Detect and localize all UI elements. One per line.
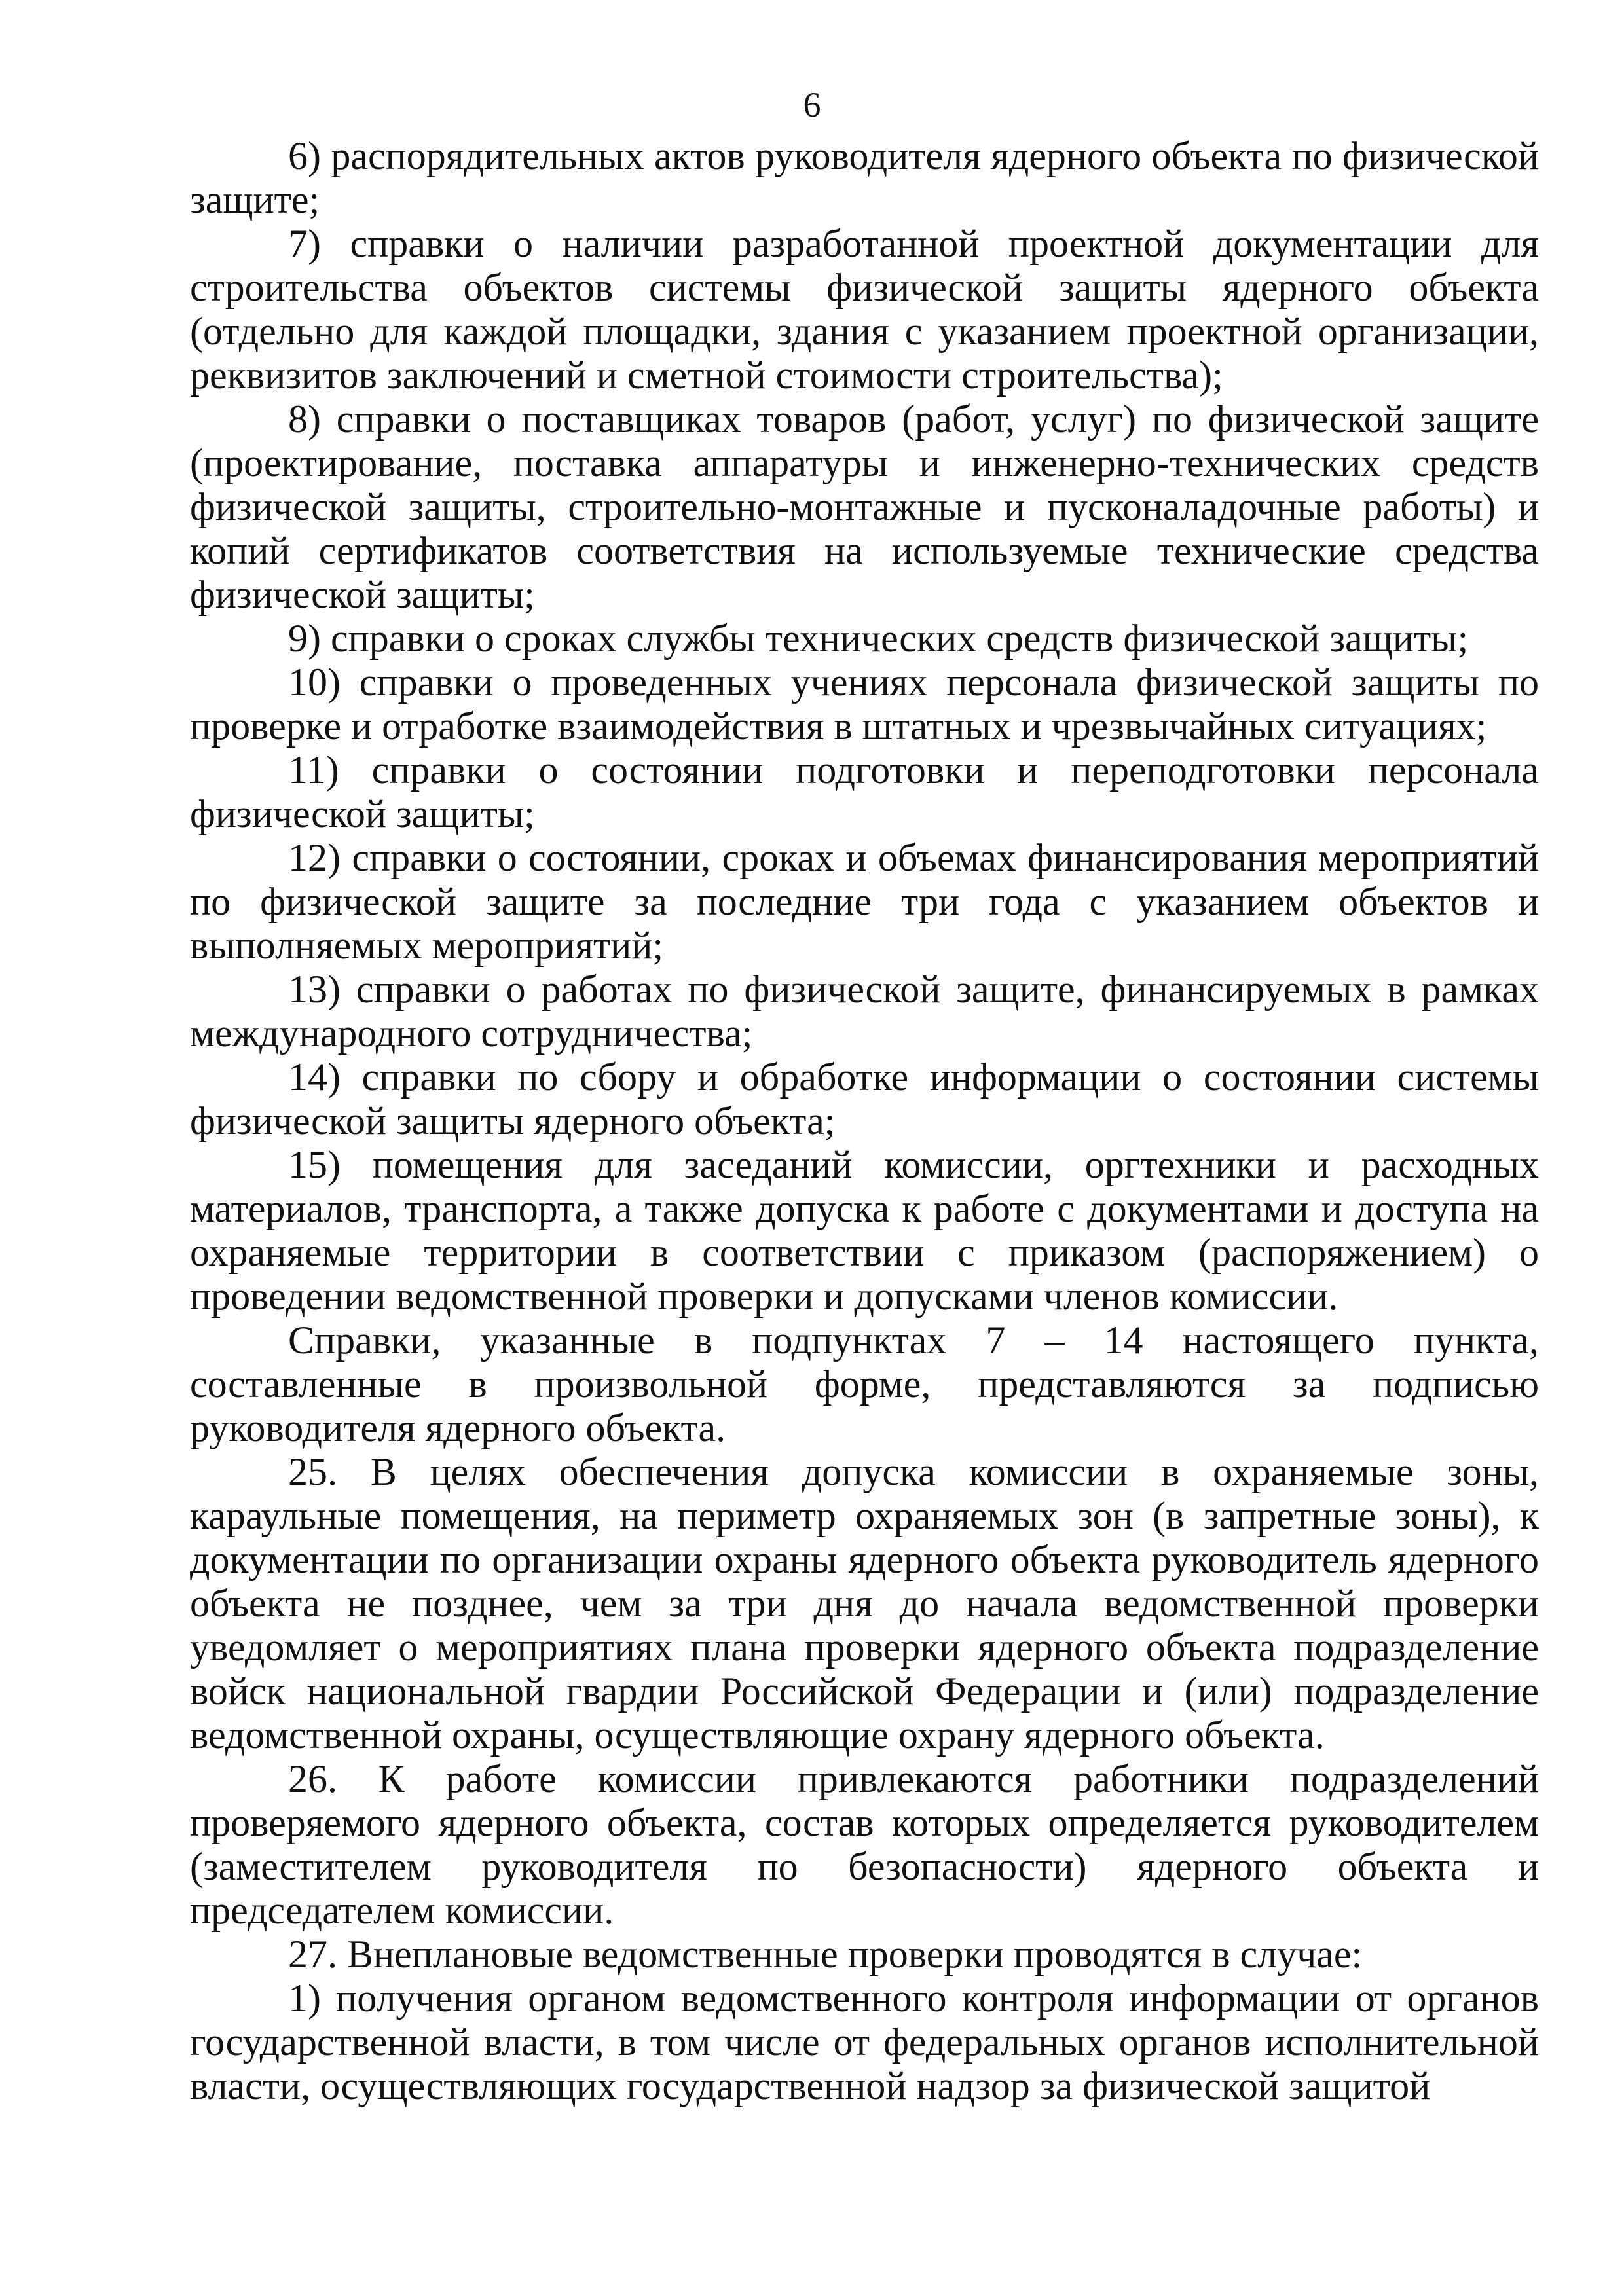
paragraph-item-12: 12) справки о состоянии, сроках и объемах финансирования мероприятий по физической защите за последние три года с указанием объектов и выполняемых мероприятий; bbox=[190, 836, 1539, 967]
paragraph-item-14: 14) справки по сбору и обработке информации о состоянии системы физической защиты ядерного объекта; bbox=[190, 1055, 1539, 1142]
paragraph-clause-25: 25. В целях обеспечения допуска комиссии в охраняемые зоны, караульные помещения, на периметр охраняемых зон (в запретные зоны), к документации по организации охраны ядерного объекта руководитель ядерного объекта не позднее, чем за три дня до начала ведомственной проверки уведомляет о мероприятиях плана проверки ядерного объекта подразделение войск национальной гвардии Российской Федерации и (или) подразделение ведомственной охраны, осуществляющие охрану ядерного объекта. bbox=[190, 1450, 1539, 1757]
paragraph-references-note: Справки, указанные в подпунктах 7 – 14 настоящего пункта, составленные в произвольной форме, представляются за подписью руководителя ядерного объекта. bbox=[190, 1319, 1539, 1449]
paragraph-item-10: 10) справки о проведенных учениях персонала физической защиты по проверке и отработке взаимодействия в штатных и чрезвычайных ситуациях; bbox=[190, 661, 1539, 748]
paragraph-item-13: 13) справки о работах по физической защите, финансируемых в рамках международного сотрудничества; bbox=[190, 968, 1539, 1055]
paragraph-item-11: 11) справки о состоянии подготовки и переподготовки персонала физической защиты; bbox=[190, 748, 1539, 835]
paragraph-clause-27: 27. Внеплановые ведомственные проверки проводятся в случае: bbox=[288, 1933, 1363, 1976]
paragraph-clause-26: 26. К работе комиссии привлекаются работники подразделений проверяемого ядерного объекта, состав которых определяется руководителем (заместителем руководителя по безопасности) ядерного объекта и председателем комиссии. bbox=[190, 1757, 1539, 1932]
document-body bbox=[190, 134, 1539, 2108]
paragraph-item-9: 9) справки о сроках службы технических средств физической защиты; bbox=[288, 617, 1469, 660]
paragraph-item-8: 8) справки о поставщиках товаров (работ, услуг) по физической защите (проектирование, поставка аппаратуры и инженерно-технических средств физической защиты, строительно-монтажные и пусконаладочные работы) и копий сертификатов соответствия на используемые технические средства физической защиты; bbox=[190, 397, 1539, 616]
paragraph-item-7: 7) справки о наличии разработанной проектной документации для строительства объектов системы физической защиты ядерного объекта (отдельно для каждой площадки, здания с указанием проектной организации, реквизитов заключений и сметной стоимости строительства); bbox=[190, 222, 1539, 397]
page-number: 6 bbox=[803, 85, 821, 124]
paragraph-item-15: 15) помещения для заседаний комиссии, оргтехники и расходных материалов, транспорта, а также допуска к работе с документами и доступа на охраняемые территории в соответствии с приказом (распоряжением) о проведении ведомственной проверки и допусками членов комиссии. bbox=[190, 1143, 1539, 1318]
paragraph-clause-27-item-1: 1) получения органом ведомственного контроля информации от органов государственной власти, в том числе от федеральных органов исполнительной власти, осуществляющих государственной надзор за физической защитой bbox=[190, 1977, 1539, 2107]
paragraph-item-6: 6) распорядительных актов руководителя ядерного объекта по физической защите; bbox=[190, 134, 1539, 221]
